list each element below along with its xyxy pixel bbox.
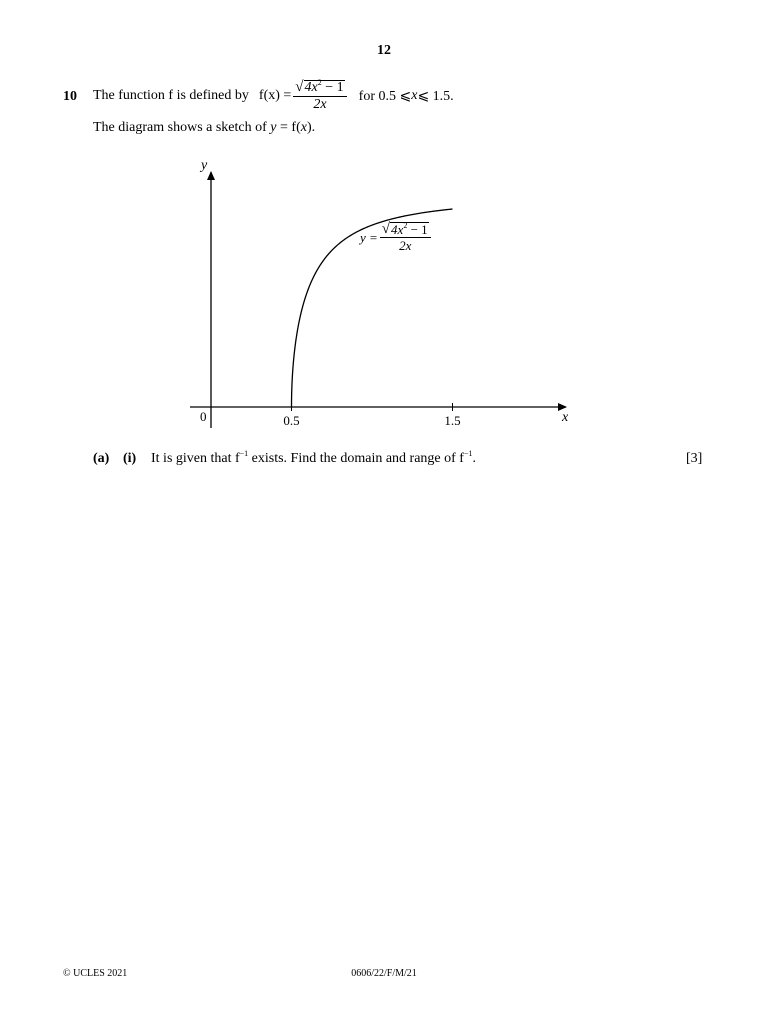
origin-label: 0 — [200, 409, 207, 424]
fx-lhs: f(x) = — [258, 88, 292, 103]
part-a-label: (a) — [93, 451, 110, 466]
curve-label-lhs: y = — [360, 229, 378, 245]
domain-suffix: ⩽ 1.5. — [417, 88, 454, 104]
y-axis-label: y — [201, 158, 208, 173]
curve-denominator: 2x — [399, 238, 412, 253]
function-fraction — [293, 77, 346, 113]
numerator: 4x — [304, 79, 318, 95]
diagram-caption: The diagram shows a sketch of y = f(x). — [93, 120, 316, 135]
question-number: 10 — [63, 89, 77, 104]
footer-copyright: © UCLES 2021 — [63, 968, 128, 979]
curve-numerator: 4x — [391, 222, 404, 237]
denominator: 2x — [313, 96, 327, 112]
part-a-i-label: (i) — [123, 451, 137, 466]
function-graph — [180, 150, 600, 440]
curve-label: y = √ $4x^2 - 1$ 2x — [360, 221, 433, 254]
footer-code: 0606/22/F/M/21 — [351, 968, 417, 979]
x-tick-label: 1.5 — [444, 413, 461, 428]
question-stem — [93, 78, 454, 114]
domain-prefix: for 0.5 ⩽ — [358, 88, 412, 104]
sqrt-symbol: √ $4x^2 - 1$ — [295, 77, 344, 95]
numerator-exponent: 2 — [317, 77, 322, 87]
page-number: 12 — [377, 43, 391, 58]
domain-x: x — [411, 88, 418, 103]
curve-numerator-exp: 2 — [403, 221, 408, 230]
x-axis-label: x — [562, 410, 569, 425]
marks-allocation: [3] — [686, 451, 703, 466]
x-tick-label: 0.5 — [283, 413, 300, 428]
numerator-tail: − 1 — [321, 79, 344, 95]
stem-prefix: The function f is defined by — [93, 88, 249, 103]
curve-numerator-tail: − 1 — [407, 222, 428, 237]
part-a-i-text: It is given that $f^{-1}$ exists. Find the domain and range of $f^{-1}$. — [151, 449, 476, 466]
